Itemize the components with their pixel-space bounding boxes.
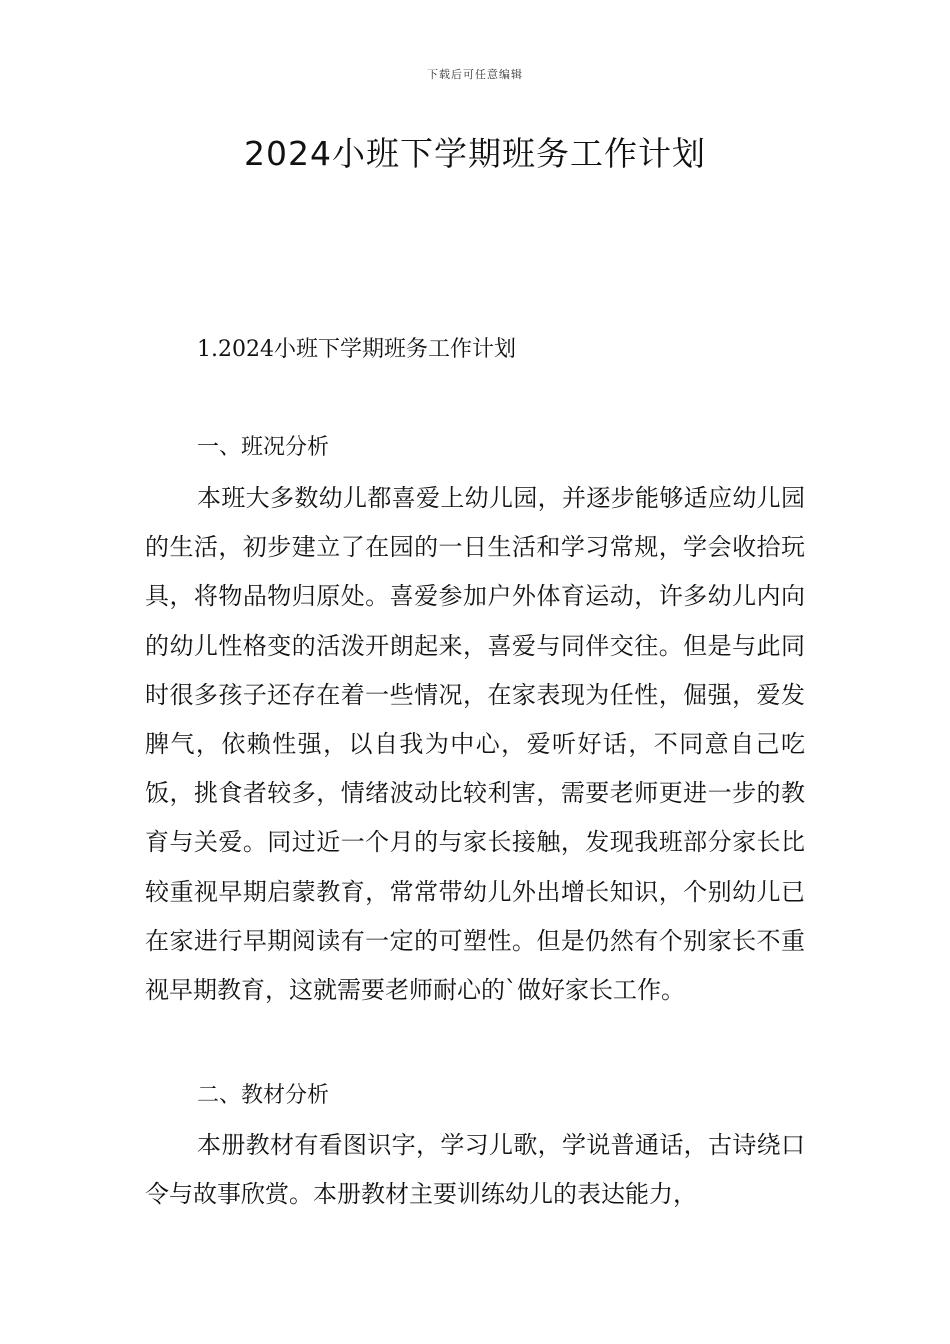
section-paragraph-textbook-analysis: 本册教材有看图识字，学习儿歌，学说普通话，古诗绕口令与故事欣赏。本册教材主要训练幼儿的表达能力，: [145, 1131, 805, 1209]
section-heading-class-analysis: 一、班况分析: [197, 435, 330, 460]
document-subtitle: 1.2024小班下学期班务工作计划: [197, 337, 516, 362]
section-paragraph-class-analysis: 本班大多数幼儿都喜爱上幼儿园，并逐步能够适应幼儿园的生活，初步建立了在园的一日生活和学习常规，学会收拾玩具，将物品物归原处。喜爱参加户外体育运动，许多幼儿内向的幼儿性格变的活泼开朗起来，喜爱与同伴交往。但是与此同时很多孩子还存在着一些情况，在家表现为任性，倔强，爱发脾气，依赖性强，以自我为中心，爱听好话，不同意自己吃饭，挑食者较多，情绪波动比较利害，需要老师更进一步的教育与关爱。同过近一个月的与家长接触，发现我班部分家长比较重视早期启蒙教育，常常带幼儿外出增长知识，个别幼儿已在家进行早期阅读有一定的可塑性。但是仍然有个别家长不重视早期教育，这就需要老师耐心的`做好家长工作。: [145, 484, 805, 1005]
download-note: 下载后可任意编辑: [427, 68, 523, 81]
document-title: 2024小班下学期班务工作计划: [244, 134, 706, 173]
section-heading-textbook-analysis: 二、教材分析: [197, 1083, 330, 1108]
